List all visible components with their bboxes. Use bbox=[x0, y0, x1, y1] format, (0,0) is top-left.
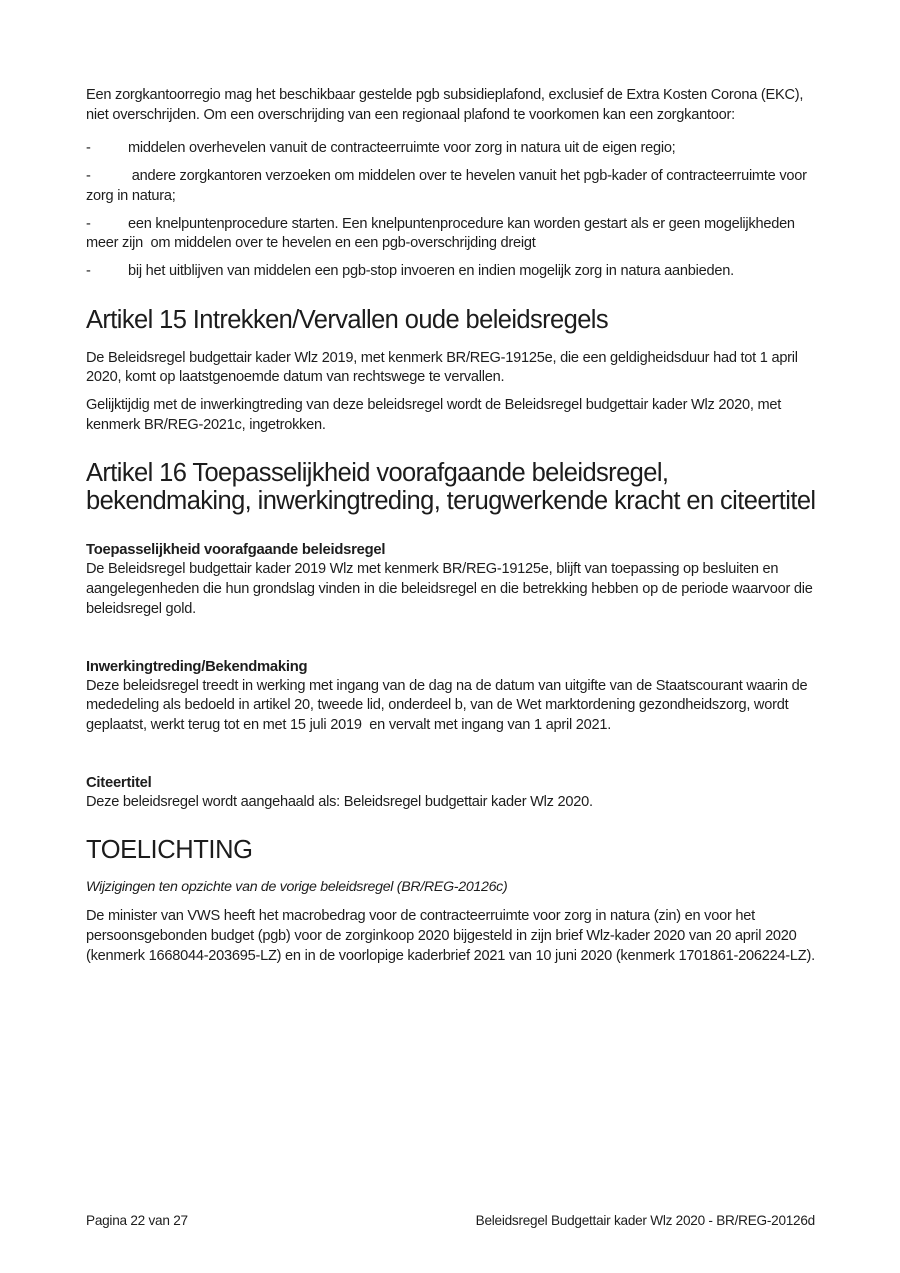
bullet-item bbox=[86, 167, 818, 206]
dash-marker: - bbox=[86, 262, 91, 279]
dash-marker: - bbox=[86, 140, 91, 157]
bullet-text: een knelpuntenprocedure starten. Een knelpuntenprocedure kan worden gestart als er geen mogelijkheden meer zijn om middelen over te hevelen en een pgb-overschrijding dreigt bbox=[86, 215, 799, 252]
toelichting-italic-subheading: Wijzigingen ten opzichte van de vorige beleidsregel (BR/REG-20126c) bbox=[86, 879, 508, 896]
toelichting-heading: TOELICHTING bbox=[86, 836, 253, 865]
toelichting-paragraph: De minister van VWS heeft het macrobedrag voor de contracteerruimte voor zorg in natura (zin) en voor het persoonsgebonden budget (pgb) voor de zorginkoop 2020 bijgesteld in zijn brief Wlz-kader 2020 van 20 april 2020 (kenmerk 1668044-203695-LZ) en in de voorlopige kaderbrief 2021 van 10 juni 2020 (kenmerk 1701861-206224-LZ). bbox=[86, 908, 815, 964]
citeertitel-paragraph: Deze beleidsregel wordt aangehaald als: Beleidsregel budgettair kader Wlz 2020. bbox=[86, 793, 593, 810]
footer-document-title: Beleidsregel Budgettair kader Wlz 2020 - BR/REG-20126d bbox=[475, 1213, 815, 1228]
footer-page-number: Pagina 22 van 27 bbox=[86, 1213, 188, 1228]
document-page bbox=[86, 86, 818, 974]
intro-paragraph: Een zorgkantoorregio mag het beschikbaar gestelde pgb subsidieplafond, exclusief de Extra Kosten Corona (EKC), niet overschrijden. Om een overschrijding van een regionaal plafond te voorkomen kan een zorgkantoor: bbox=[86, 87, 808, 123]
sub-heading-inwerkingtreding: Inwerkingtreding/Bekendmaking bbox=[86, 658, 308, 675]
toepasselijkheid-paragraph: De Beleidsregel budgettair kader 2019 Wlz met kenmerk BR/REG-19125e, blijft van toepassing op besluiten en aangelegenheden die hun grondslag vinden in die beleidsregel en die betrekking hebben op de periode waarvoor die beleidsregel gold. bbox=[86, 561, 817, 617]
sub-heading-toepasselijkheid: Toepasselijkheid voorafgaande beleidsregel bbox=[86, 542, 386, 559]
bullet-text: middelen overhevelen vanuit de contracteerruimte voor zorg in natura uit de eigen regio; bbox=[128, 140, 676, 157]
artikel-15-heading: Artikel 15 Intrekken/Vervallen oude beleidsregels bbox=[86, 305, 609, 334]
artikel-16-heading: Artikel 16 Toepasselijkheid voorafgaande beleidsregel, bekendmaking, inwerkingtreding, terugwerkende kracht en citeertitel bbox=[86, 459, 816, 516]
sub-heading-citeertitel: Citeertitel bbox=[86, 774, 152, 791]
bullet-list bbox=[86, 139, 818, 281]
bullet-item bbox=[86, 215, 818, 254]
dash-marker: - bbox=[86, 215, 91, 232]
artikel-15-paragraph-1: De Beleidsregel budgettair kader Wlz 2019, met kenmerk BR/REG-19125e, die een geldigheidsduur had tot 1 april 2020, komt op laatstgenoemde datum van rechtswege te vervallen. bbox=[86, 349, 802, 386]
bullet-item bbox=[86, 262, 818, 282]
inwerkingtreding-paragraph: Deze beleidsregel treedt in werking met ingang van de dag na de datum van uitgifte van de Staatscourant waarin de mededeling als bedoeld in artikel 20, tweede lid, onderdeel b, van de Wet marktordening gezondheidszorg, wordt geplaatst, werkt terug tot en met 15 juli 2019 en vervalt met ingang van 1 april 2021. bbox=[86, 677, 812, 733]
dash-marker: - bbox=[86, 168, 91, 185]
bullet-item bbox=[86, 139, 818, 159]
page-footer bbox=[86, 1213, 815, 1228]
bullet-text: andere zorgkantoren verzoeken om middelen over te hevelen vanuit het pgb-kader of contracteerruimte voor zorg in natura; bbox=[86, 168, 811, 204]
bullet-text: bij het uitblijven van middelen een pgb-stop invoeren en indien mogelijk zorg in natura aanbieden. bbox=[128, 262, 734, 279]
artikel-15-paragraph-2: Gelijktijdig met de inwerkingtreding van deze beleidsregel wordt de Beleidsregel budgettair kader Wlz 2020, met kenmerk BR/REG-2021c, ingetrokken. bbox=[86, 397, 785, 433]
